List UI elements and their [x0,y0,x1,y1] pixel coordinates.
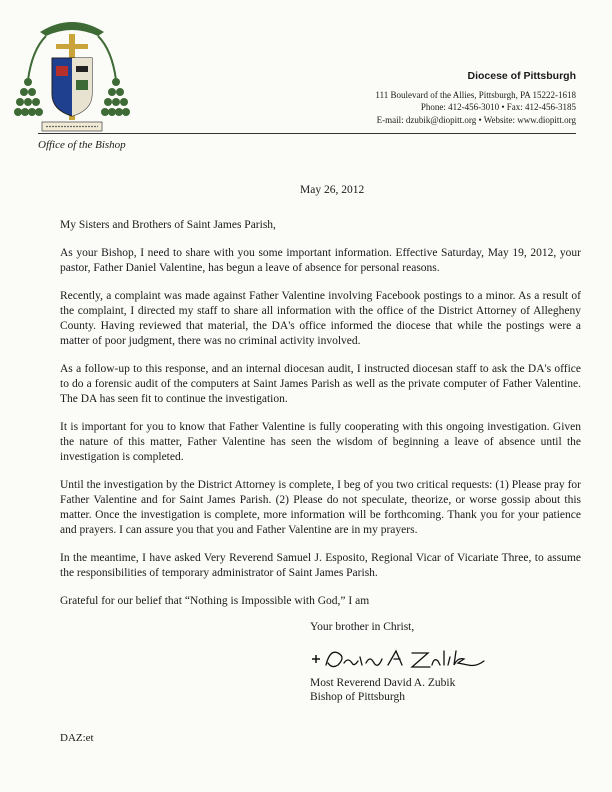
letter-body [60,218,581,622]
coat-of-arms [12,10,132,138]
paragraph-2: Recently, a complaint was made against Father Valentine involving Facebook postings to a minor. As a result of the complaint, I directed my staff to share all information with the office of the District Attorney of Allegheny County. Having reviewed that material, the DA's office informed the diocese that while the postings were a matter of poor judgment, there was no criminal activity involved. [60,290,581,347]
paragraph-7: Grateful for our belief that “Nothing is Impossible with God,” I am [60,595,370,607]
paragraph-4: It is important for you to know that Father Valentine is fully cooperating with this ongoing investigation. Given the nature of this matter, Father Valentine has seen the wisdom of beginning a leave of absence until the investigation is completed. [60,421,581,463]
paragraph-1: As your Bishop, I need to share with you some important information. Effective Saturday, May 19, 2012, your pastor, Father Daniel Valentine, has begun a leave of absence for personal reasons. [60,247,581,274]
handwritten-signature [308,643,488,673]
address: 111 Boulevard of the Allies, Pittsburgh, PA 15222-1618 [375,89,576,100]
reference-initials: DAZ:et [60,732,94,744]
diocesan-coat-of-arms-icon [14,22,130,131]
organization-name: Diocese of Pittsburgh [467,70,576,82]
paragraph-5: Until the investigation by the District Attorney is complete, I beg of you two critical requests: (1) Please pray for Father Valentine and for Saint James Parish. (2) Please do not speculate, theorize, or worse gossip about this matter. Once the investigation is complete, more information will be forthcoming. Thank you for your patience and prayers. I can assure you that you and Father Valentine are in my prayers. [60,479,581,536]
salutation: My Sisters and Brothers of Saint James Parish, [60,219,276,231]
signer-title: Bishop of Pittsburgh [310,691,405,703]
letterhead [375,70,576,126]
header-divider [38,133,576,134]
signer-block [310,676,455,704]
phone-fax: Phone: 412-456-3010 • Fax: 412-456-3185 [420,102,576,112]
paragraph-3: As a follow-up to this response, and an internal diocesan audit, I instructed diocesan staff to ask the DA's office to do a forensic audit of the computers at Saint James Parish as well as the private computer of Father Valentine. The DA has seen fit to continue the investigation. [60,363,581,405]
email-website: E-mail: dzubik@diopitt.org • Website: www.diopitt.org [376,114,576,125]
signer-name: Most Reverend David A. Zubik [310,677,456,689]
office-label: Office of the Bishop [38,139,126,151]
letter-date: May 26, 2012 [300,184,365,196]
paragraph-6: In the meantime, I have asked Very Reverend Samuel J. Esposito, Regional Vicar of Vicariate Three, to assume the responsibilities of temporary administrator of Saint James Parish. [60,552,581,579]
closing: Your brother in Christ, [310,621,415,633]
